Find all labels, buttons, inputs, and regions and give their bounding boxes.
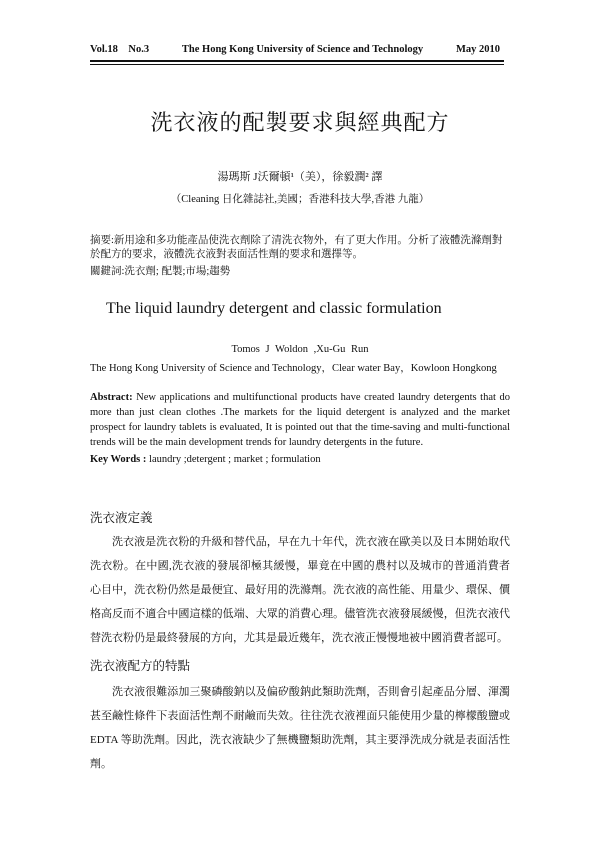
header-rule-thin bbox=[90, 64, 504, 65]
running-header bbox=[90, 44, 500, 55]
chinese-affiliation: （Cleaning 日化雜誌社,美國；香港科技大學,香港 九龍） bbox=[170, 194, 430, 205]
english-affiliation: The Hong Kong University of Science and Technology，Clear water Bay，Kowloon Hongkong bbox=[90, 363, 497, 374]
chinese-keywords-label: 關鍵詞: bbox=[90, 266, 125, 277]
chinese-title: 洗衣液的配製要求與經典配方 bbox=[150, 110, 450, 135]
chinese-authors: 湯瑪斯 J沃爾頓¹（美），徐毅潤² 譯 bbox=[217, 171, 383, 183]
english-abstract-label: Abstract: bbox=[90, 392, 133, 403]
english-abstract bbox=[90, 390, 510, 450]
section-paragraph-definition: 洗衣液是洗衣粉的升級和替代品，早在九十年代，洗衣液在歐美以及日本開始取代洗衣粉。在中國,洗衣液的發展卻極其緩慢，畢竟在中國的農村以及城市的普通消費者心目中，洗衣粉仍然是最便宜、最好用的洗滌劑。洗衣液的高性能、用量少、環保、價格高反而不適合中國這樣的低端、大眾的消費心理。儘管洗衣液發展緩慢，但洗衣液代替洗衣粉仍是最終發展的方向，尤其是最近幾年，洗衣液正慢慢地被中國消費者認可。 bbox=[90, 536, 510, 644]
issue-date: May 2010 bbox=[455, 44, 500, 55]
volume: Vol.18 bbox=[90, 44, 118, 55]
chinese-abstract-text: 新用途和多功能產品使洗衣劑除了清洗衣物外，有了更大作用。分析了液體洗滌劑對於配方的要求，液體洗衣液對表面活性劑的要求和選擇等。 bbox=[90, 235, 503, 260]
header-rule-thick bbox=[90, 60, 504, 62]
issue-number: No.3 bbox=[128, 44, 150, 55]
english-title: The liquid laundry detergent and classic formulation bbox=[106, 300, 442, 317]
chinese-keywords bbox=[90, 263, 510, 278]
chinese-keywords-text: 洗衣劑; 配製;市場;趨勢 bbox=[124, 266, 231, 277]
english-keywords-text: laundry ;detergent ; market ; formulation bbox=[146, 454, 321, 465]
section-heading-definition: 洗衣液定義 bbox=[90, 511, 153, 525]
volume-issue bbox=[90, 44, 149, 55]
section-heading-features: 洗衣液配方的特點 bbox=[90, 659, 191, 673]
english-authors: Tomos J Woldon ,Xu-Gu Run bbox=[231, 344, 369, 355]
chinese-abstract bbox=[90, 234, 510, 262]
chinese-abstract-label: 摘要: bbox=[90, 235, 114, 246]
journal-name: The Hong Kong University of Science and Technology bbox=[181, 44, 424, 55]
english-keywords-label: Key Words : bbox=[90, 454, 147, 465]
english-keywords bbox=[90, 454, 510, 465]
english-abstract-text: New applications and multifunctional products have created laundry detergents that do more than just clean clothes .The markets for the liquid detergent is analyzed and the market prospect for laundry tablets is evaluated, It is pointed out that the time-saving and multi-functional trends will be the main development trends for laundry detergents in the future. bbox=[90, 392, 510, 448]
section-paragraph-features: 洗衣液很難添加三聚磷酸鈉以及偏矽酸鈉此類助洗劑，否則會引起產品分層、渾濁甚至鹼性條件下表面活性劑不耐鹼而失效。往往洗衣液裡面只能使用少量的檸檬酸鹽或 EDTA 等助洗劑。因此，洗衣液缺少了無機鹽類助洗劑，其主要淨洗成分就是表面活性劑。 bbox=[90, 686, 510, 770]
